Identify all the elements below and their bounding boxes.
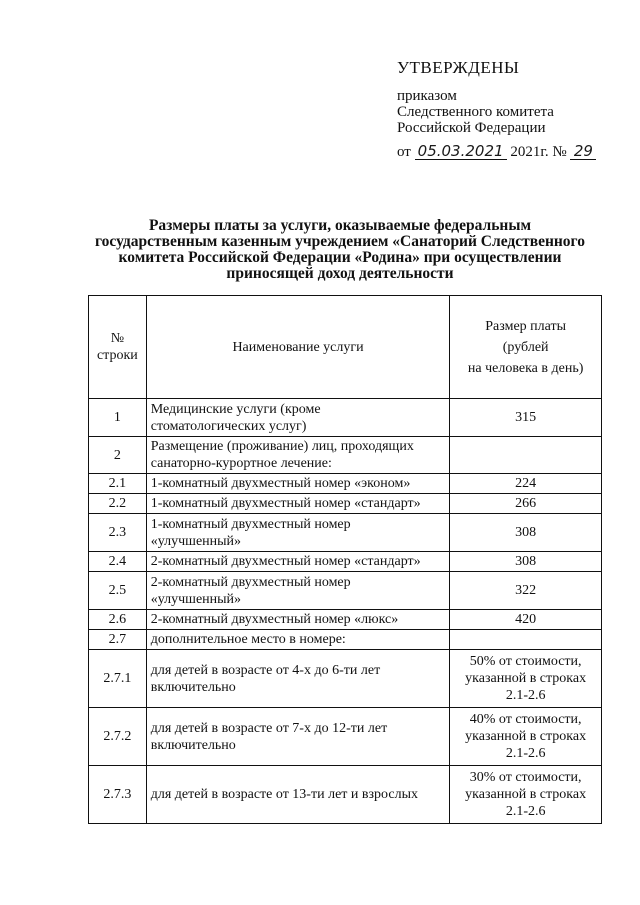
service-name-cell-text: дополнительное место в номере: <box>150 632 346 647</box>
row-number-cell-text: 2 <box>113 447 121 463</box>
header-text: (рублей <box>502 339 549 355</box>
service-name-cell-text: для детей в возрасте от 4-х до 6-ти лет <box>150 662 381 678</box>
document-title <box>90 218 590 282</box>
price-cell <box>450 650 602 708</box>
service-name-cell <box>146 494 450 514</box>
price-cell <box>450 399 602 437</box>
title-line: комитета Российской Федерации «Родина» при осуществлении <box>118 249 562 266</box>
header-row-number <box>89 296 147 399</box>
row-number-cell <box>89 437 147 474</box>
header-text: № <box>110 331 125 346</box>
row-number-cell <box>89 650 147 708</box>
row-number-cell <box>89 766 147 824</box>
price-cell <box>450 610 602 630</box>
row-number-cell-text: 2.7.2 <box>103 729 132 744</box>
header-service-name <box>146 296 450 399</box>
service-name-cell-text: Размещение (проживание) лиц, проходящих <box>150 439 414 454</box>
price-cell-text: 2.1-2.6 <box>505 804 546 819</box>
row-number-cell-text: 2.1 <box>108 476 127 491</box>
price-cell <box>450 437 602 474</box>
header-text: строки <box>96 348 138 363</box>
row-number-cell <box>89 708 147 766</box>
order-line-2: Следственного комитета <box>397 104 554 120</box>
service-name-cell-text: для детей в возрасте от 7-х до 12-ти лет <box>150 720 388 736</box>
price-cell-text: 50% от стоимости, <box>469 654 582 669</box>
approved-heading: УТВЕРЖДЕНЫ <box>397 58 520 77</box>
date-prefix: от <box>397 144 411 160</box>
price-cell-text: 2.1-2.6 <box>505 746 546 761</box>
service-name-cell <box>146 552 450 572</box>
service-name-cell-text: включительно <box>150 679 236 695</box>
approved-by-order <box>397 88 554 136</box>
row-number-cell-text: 2.7.3 <box>103 787 132 802</box>
service-name-cell-text: 2-комнатный двухместный номер «стандарт» <box>150 554 421 569</box>
title-line: государственным казенным учреждением «Санаторий Следственного <box>95 233 585 250</box>
row-number-cell <box>89 494 147 514</box>
price-cell-text: 30% от стоимости, <box>469 770 582 785</box>
order-line-3: Российской Федерации <box>397 120 546 136</box>
service-name-cell <box>146 708 450 766</box>
service-name-cell-text: включительно <box>150 737 236 753</box>
price-cell-text: 224 <box>515 476 537 491</box>
service-name-cell-text: 1-комнатный двухместный номер <box>150 516 351 532</box>
table-row <box>89 494 602 514</box>
price-cell <box>450 494 602 514</box>
row-number-cell <box>89 572 147 610</box>
table-row <box>89 474 602 494</box>
header-text: Размер платы <box>485 318 567 334</box>
price-cell <box>450 708 602 766</box>
service-name-cell-text: «улучшенный» <box>150 591 242 607</box>
year-number-label: 2021г. № <box>510 144 567 160</box>
header-text: на человека в день) <box>467 360 584 376</box>
handwritten-date: 05.03.2021 <box>415 143 507 160</box>
price-cell-text: 315 <box>515 410 537 425</box>
table-row <box>89 399 602 437</box>
table-row <box>89 572 602 610</box>
service-name-cell <box>146 399 450 437</box>
price-cell-text: 308 <box>515 554 537 569</box>
price-cell-text: 266 <box>515 496 537 511</box>
row-number-cell <box>89 399 147 437</box>
price-cell-text: указанной в строках <box>465 729 587 744</box>
service-name-cell-text: 1-комнатный двухместный номер «эконом» <box>150 476 411 491</box>
fees-table <box>88 295 602 824</box>
row-number-cell-text: 2.2 <box>108 496 127 511</box>
table-row <box>89 610 602 630</box>
price-cell-text: 322 <box>515 583 537 598</box>
row-number-cell <box>89 552 147 572</box>
table-row <box>89 437 602 474</box>
service-name-cell <box>146 650 450 708</box>
price-cell <box>450 630 602 650</box>
service-name-cell-text: 2-комнатный двухместный номер <box>150 574 351 590</box>
row-number-cell-text: 2.6 <box>108 612 127 627</box>
service-name-cell <box>146 514 450 552</box>
table-body <box>89 399 602 824</box>
service-name-cell-text: «улучшенный» <box>150 533 242 549</box>
row-number-cell-text: 2.5 <box>108 583 127 598</box>
table-row <box>89 552 602 572</box>
service-name-cell-text: санаторно-курортное лечение: <box>150 456 332 471</box>
row-number-cell <box>89 474 147 494</box>
service-name-cell <box>146 572 450 610</box>
service-name-cell <box>146 766 450 824</box>
table-row <box>89 514 602 552</box>
service-name-cell <box>146 630 450 650</box>
price-cell <box>450 552 602 572</box>
service-name-cell-text: для детей в возрасте от 13-ти лет и взрослых <box>150 787 418 802</box>
row-number-cell <box>89 630 147 650</box>
service-name-cell-text: 1-комнатный двухместный номер «стандарт» <box>150 496 421 511</box>
order-date-line <box>397 143 596 161</box>
service-name-cell <box>146 437 450 474</box>
handwritten-order-number: 29 <box>570 143 596 160</box>
price-cell-text: указанной в строках <box>465 671 587 686</box>
header-price <box>450 296 602 399</box>
table-row <box>89 766 602 824</box>
title-line: Размеры платы за услуги, оказываемые федеральным <box>148 217 532 234</box>
header-text: Наименование услуги <box>232 339 364 355</box>
price-cell <box>450 514 602 552</box>
row-number-cell-text: 1 <box>113 410 121 425</box>
price-cell <box>450 572 602 610</box>
service-name-cell-text: стоматологических услуг) <box>150 418 307 434</box>
price-cell-text: 40% от стоимости, <box>469 712 582 727</box>
price-cell <box>450 474 602 494</box>
service-name-cell-text: Медицинские услуги (кроме <box>150 401 321 417</box>
table-row <box>89 630 602 650</box>
service-name-cell <box>146 474 450 494</box>
service-name-cell <box>146 610 450 630</box>
price-cell <box>450 766 602 824</box>
row-number-cell-text: 2.7 <box>108 632 127 647</box>
table-row <box>89 708 602 766</box>
table-header-row <box>89 296 602 399</box>
price-cell-text: 308 <box>515 525 537 540</box>
service-name-cell-text: 2-комнатный двухместный номер «люкс» <box>150 612 399 627</box>
price-cell-text: 2.1-2.6 <box>505 688 546 703</box>
order-line-1: приказом <box>397 88 457 104</box>
row-number-cell-text: 2.3 <box>108 525 127 540</box>
table-row <box>89 650 602 708</box>
title-line: приносящей доход деятельности <box>226 265 454 282</box>
row-number-cell-text: 2.7.1 <box>103 671 132 686</box>
row-number-cell <box>89 610 147 630</box>
price-cell-text: указанной в строках <box>465 787 587 802</box>
row-number-cell <box>89 514 147 552</box>
price-cell-text: 420 <box>515 612 537 627</box>
row-number-cell-text: 2.4 <box>108 554 127 569</box>
